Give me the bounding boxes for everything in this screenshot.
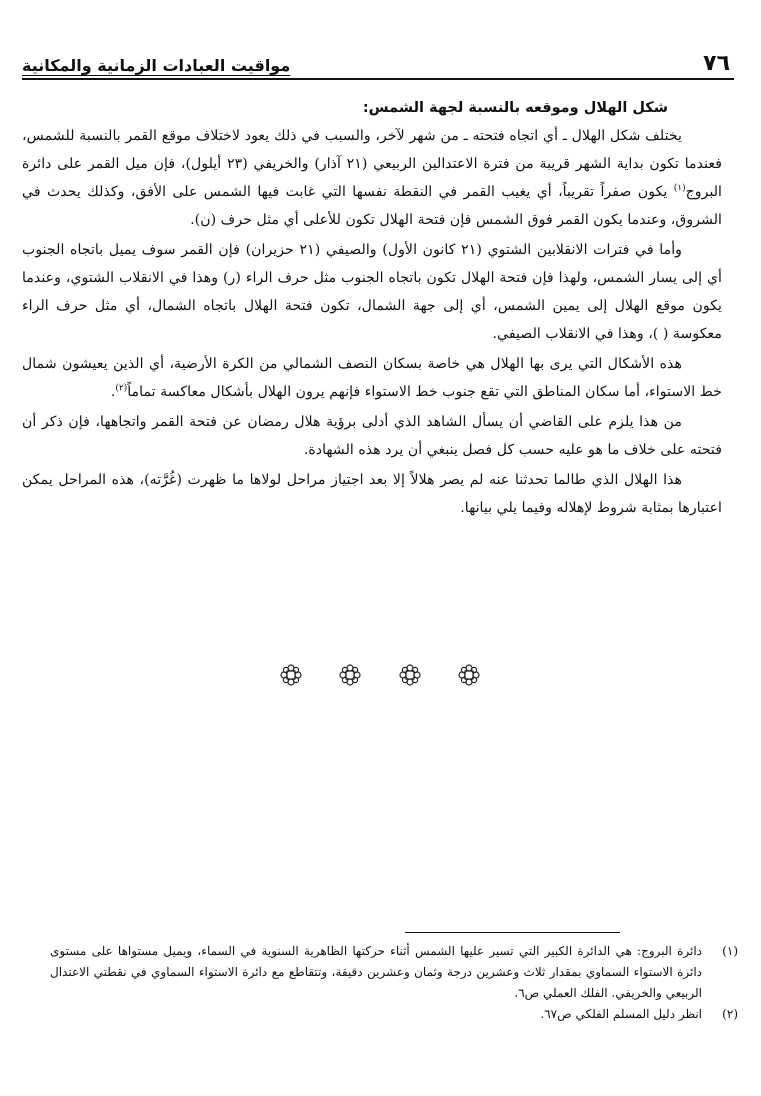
paragraph-text: هذه الأشكال التي يرى بها الهلال هي خاصة بسكان النصف الشمالي من الكرة الأرضية، أي الذين يعيشون شمال خط الاستواء، أما سكان المناطق التي تقع جنوب خط الاستواء فإنهم يرون الهلال بأشكال معاكسة تماماً: [22, 356, 722, 400]
footnotes: [50, 941, 740, 1025]
footnote-1: [50, 941, 740, 1004]
floral-rosette-icon: [339, 664, 361, 686]
footnote-ref-2[interactable]: (٢): [115, 383, 128, 394]
page-header: [22, 48, 734, 80]
paragraph-3: [22, 350, 722, 406]
paragraph-text: من هذا يلزم على القاضي أن يسأل الشاهد الذي أدلى برؤية هلال رمضان عن فتحة القمر واتجاهها، فإن ذكر أن فتحته على خلاف ما هو عليه حسب كل فصل ينبغي أن يرد هذه الشهادة.: [22, 414, 722, 458]
page-number: ٧٦: [703, 51, 730, 76]
footnote-ref-1[interactable]: (١): [673, 183, 686, 194]
paragraph-text: يختلف شكل الهلال ـ أي اتجاه فتحته ـ من شهر لآخر، والسبب في ذلك يعود لاختلاف موقع القمر بالنسبة للشمس، فعندما تكون بداية الشهر قريبة من فترة الاعتدالين الربيعي (٢١ آذار) والخريفي (٢٣ أيلول)، فإن ميل القمر على دائرة البروج: [22, 128, 722, 200]
footnote-text: دائرة البروج: هي الدائرة الكبير التي تسير عليها الشمس أثناء حركتها الظاهرية السنوية في السماء، ويميل مستواها على مستوى دائرة الاستواء السماوي بمقدار ثلاث وعشرين درجة وثمان وعشرين دقيقة، وتتقاطع مع دائرة الاستواء السماوي في نقطتي الاعتدال الربيعي والخريفي. الفلك العملي ص٦.: [50, 944, 702, 1000]
paragraph-text: وأما في فترات الانقلابين الشتوي (٢١ كانون الأول) والصيفي (٢١ حزيران) فإن القمر سوف يميل باتجاه الجنوب أي إلى يسار الشمس، ولهذا فإن فتحة الهلال تكون باتجاه الجنوب مثل حرف الراء (ر) وهذا في الانقلاب الشتوي، وعندما يكون موقع الهلال إلى يمين الشمس، أي إلى جهة الشمال، تكون فتحة الهلال باتجاه الشمال، أي مثل حرف الراء معكوسة ( )، وهذا في الانقلاب الصيفي.: [22, 242, 722, 342]
running-title: مواقيت العبادات الزمانية والمكانية: [22, 56, 291, 75]
footnote-number: (٢): [722, 1007, 738, 1021]
paragraph-4: [22, 408, 722, 464]
main-text: [22, 94, 722, 524]
paragraph-text: .: [110, 384, 116, 400]
paragraph-text: يكون صفراً تقريباً، أي يغيب القمر في النقطة نفسها التي غابت فيها الشمس على الأفق، وكذلك يحدث في الشروق، وعندما يكون القمر فوق الشمس فإن فتحة الهلال تكون للأعلى أي مثل حرف (ن).: [22, 184, 722, 228]
footnote-text: انظر دليل المسلم الفلكي ص٦٧.: [540, 1007, 702, 1021]
floral-rosette-icon: [280, 664, 302, 686]
paragraph-text: هذا الهلال الذي طالما تحدثنا عنه لم يصر هلالاً إلا بعد اجتياز مراحل لولاها ما ظهرت (غُرَّته)، هذه المراحل يمكن اعتبارها بمثابة شروط لإهلاله وفيما يلي بيانها.: [22, 472, 722, 516]
footnote-2: [50, 1004, 740, 1025]
footnote-number: (١): [722, 944, 738, 958]
paragraph-5: [22, 466, 722, 522]
floral-rosette-icon: [399, 664, 421, 686]
floral-rosette-icon: [458, 664, 480, 686]
section-divider-ornaments: [280, 664, 480, 694]
paragraph-2: [22, 236, 722, 348]
section-heading: شكل الهلال وموقعه بالنسبة لجهة الشمس:: [362, 100, 668, 116]
paragraph-1: [22, 122, 722, 234]
footnote-separator: [405, 932, 620, 933]
